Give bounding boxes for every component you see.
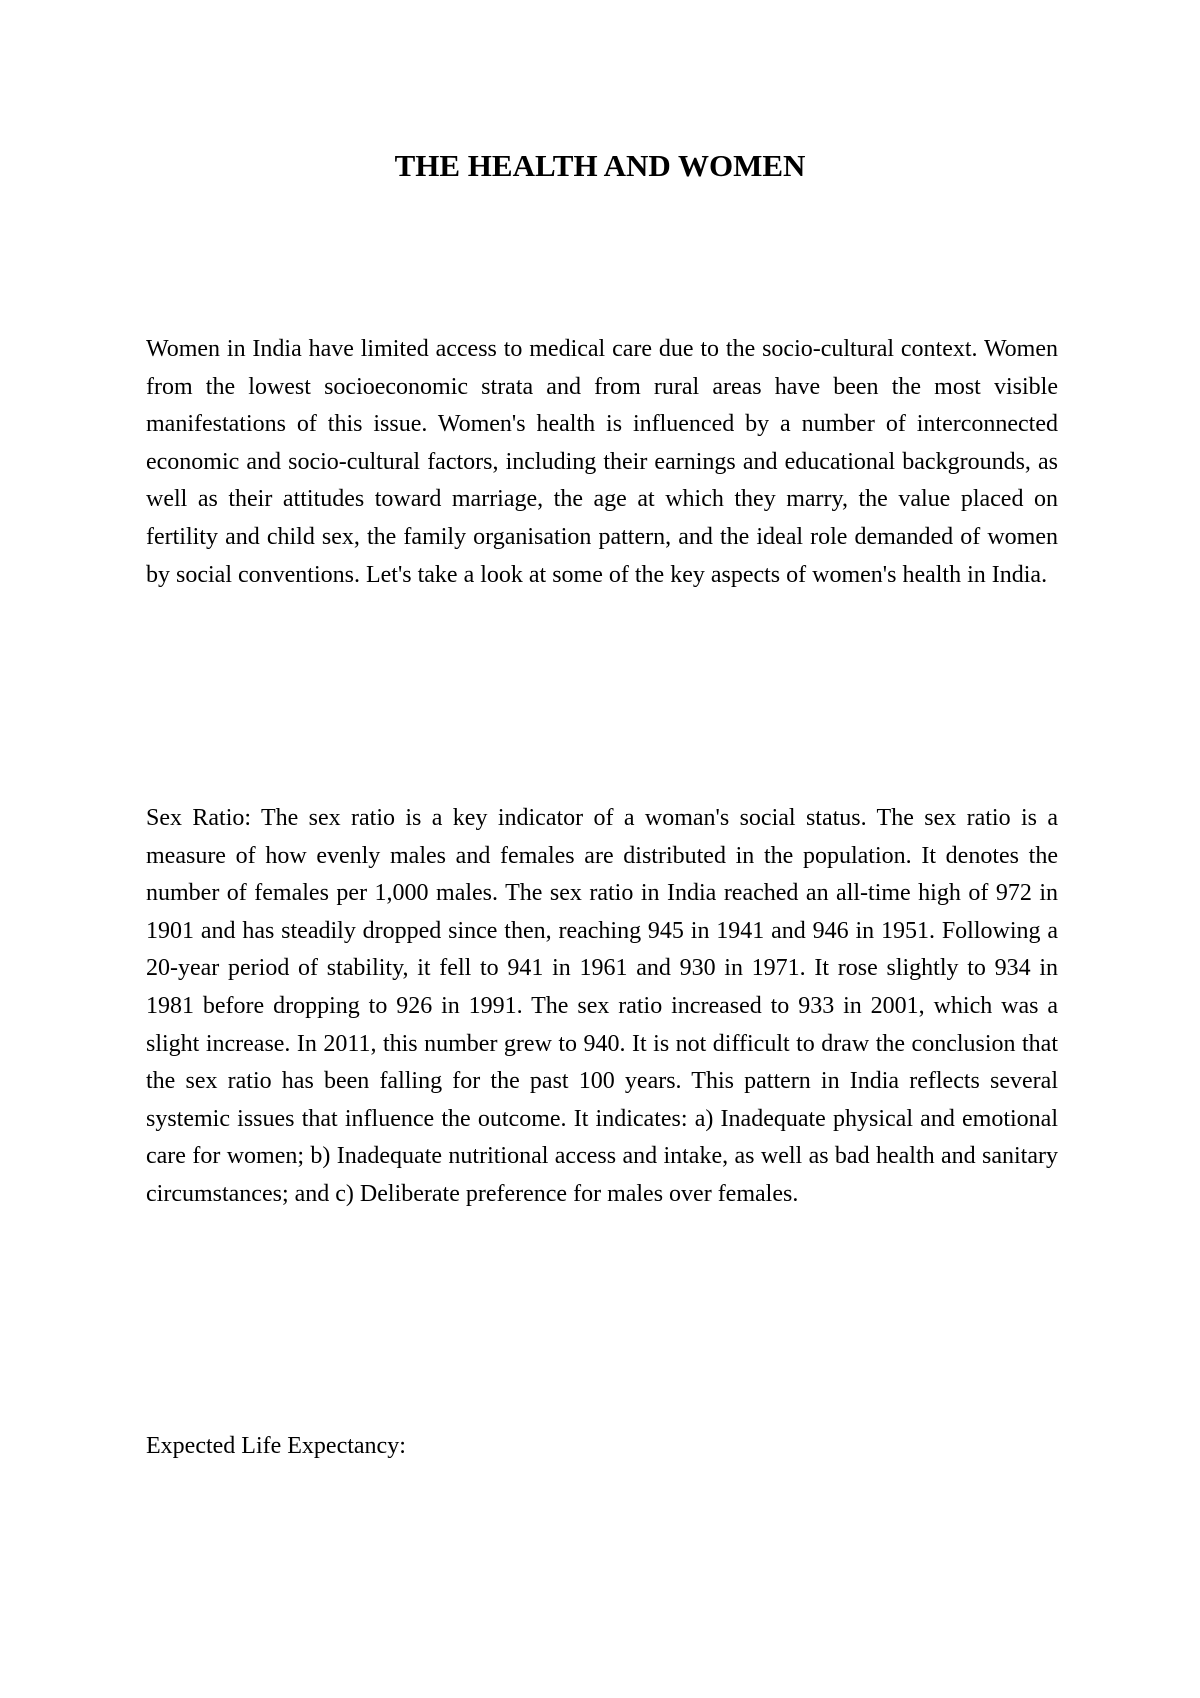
life-expectancy-heading: Expected Life Expectancy: bbox=[146, 1433, 406, 1459]
document-title: THE HEALTH AND WOMEN bbox=[394, 148, 806, 183]
sex-ratio-paragraph: Sex Ratio: The sex ratio is a key indicator of a woman's social status. The sex ratio is a measure of how evenly males and females are distributed in the population. It denotes the number of females per 1,000 males. The sex ratio in India reached an all-time high of 972 in 1901 and has steadily dropped since then, reaching 945 in 1941 and 946 in 1951. Following a 20-year period of stability, it fell to 941 in 1961 and 930 in 1971. It rose slightly to 934 in 1981 before dropping to 926 in 1991. The sex ratio increased to 933 in 2001, which was a slight increase. In 2011, this number grew to 940. It is not difficult to draw the conclusion that the sex ratio has been falling for the past 100 years. This pattern in India reflects several systemic issues that influence the outcome. It indicates: a) Inadequate physical and emotional care for women; b) Inadequate nutritional access and intake, as well as bad health and sanitary circumstances; and c) Deliberate preference for males over females. bbox=[146, 805, 1058, 1207]
intro-paragraph: Women in India have limited access to medical care due to the socio-cultural context. Women from the lowest socioeconomic strata and from rural areas have been the most visible manifestations of this issue. Women's health is influenced by a number of interconnected economic and socio-cultural factors, including their earnings and educational backgrounds, as well as their attitudes toward marriage, the age at which they marry, the value placed on fertility and child sex, the family organisation pattern, and the ideal role demanded of women by social conventions. Let's take a look at some of the key aspects of women's health in India. bbox=[146, 336, 1058, 588]
